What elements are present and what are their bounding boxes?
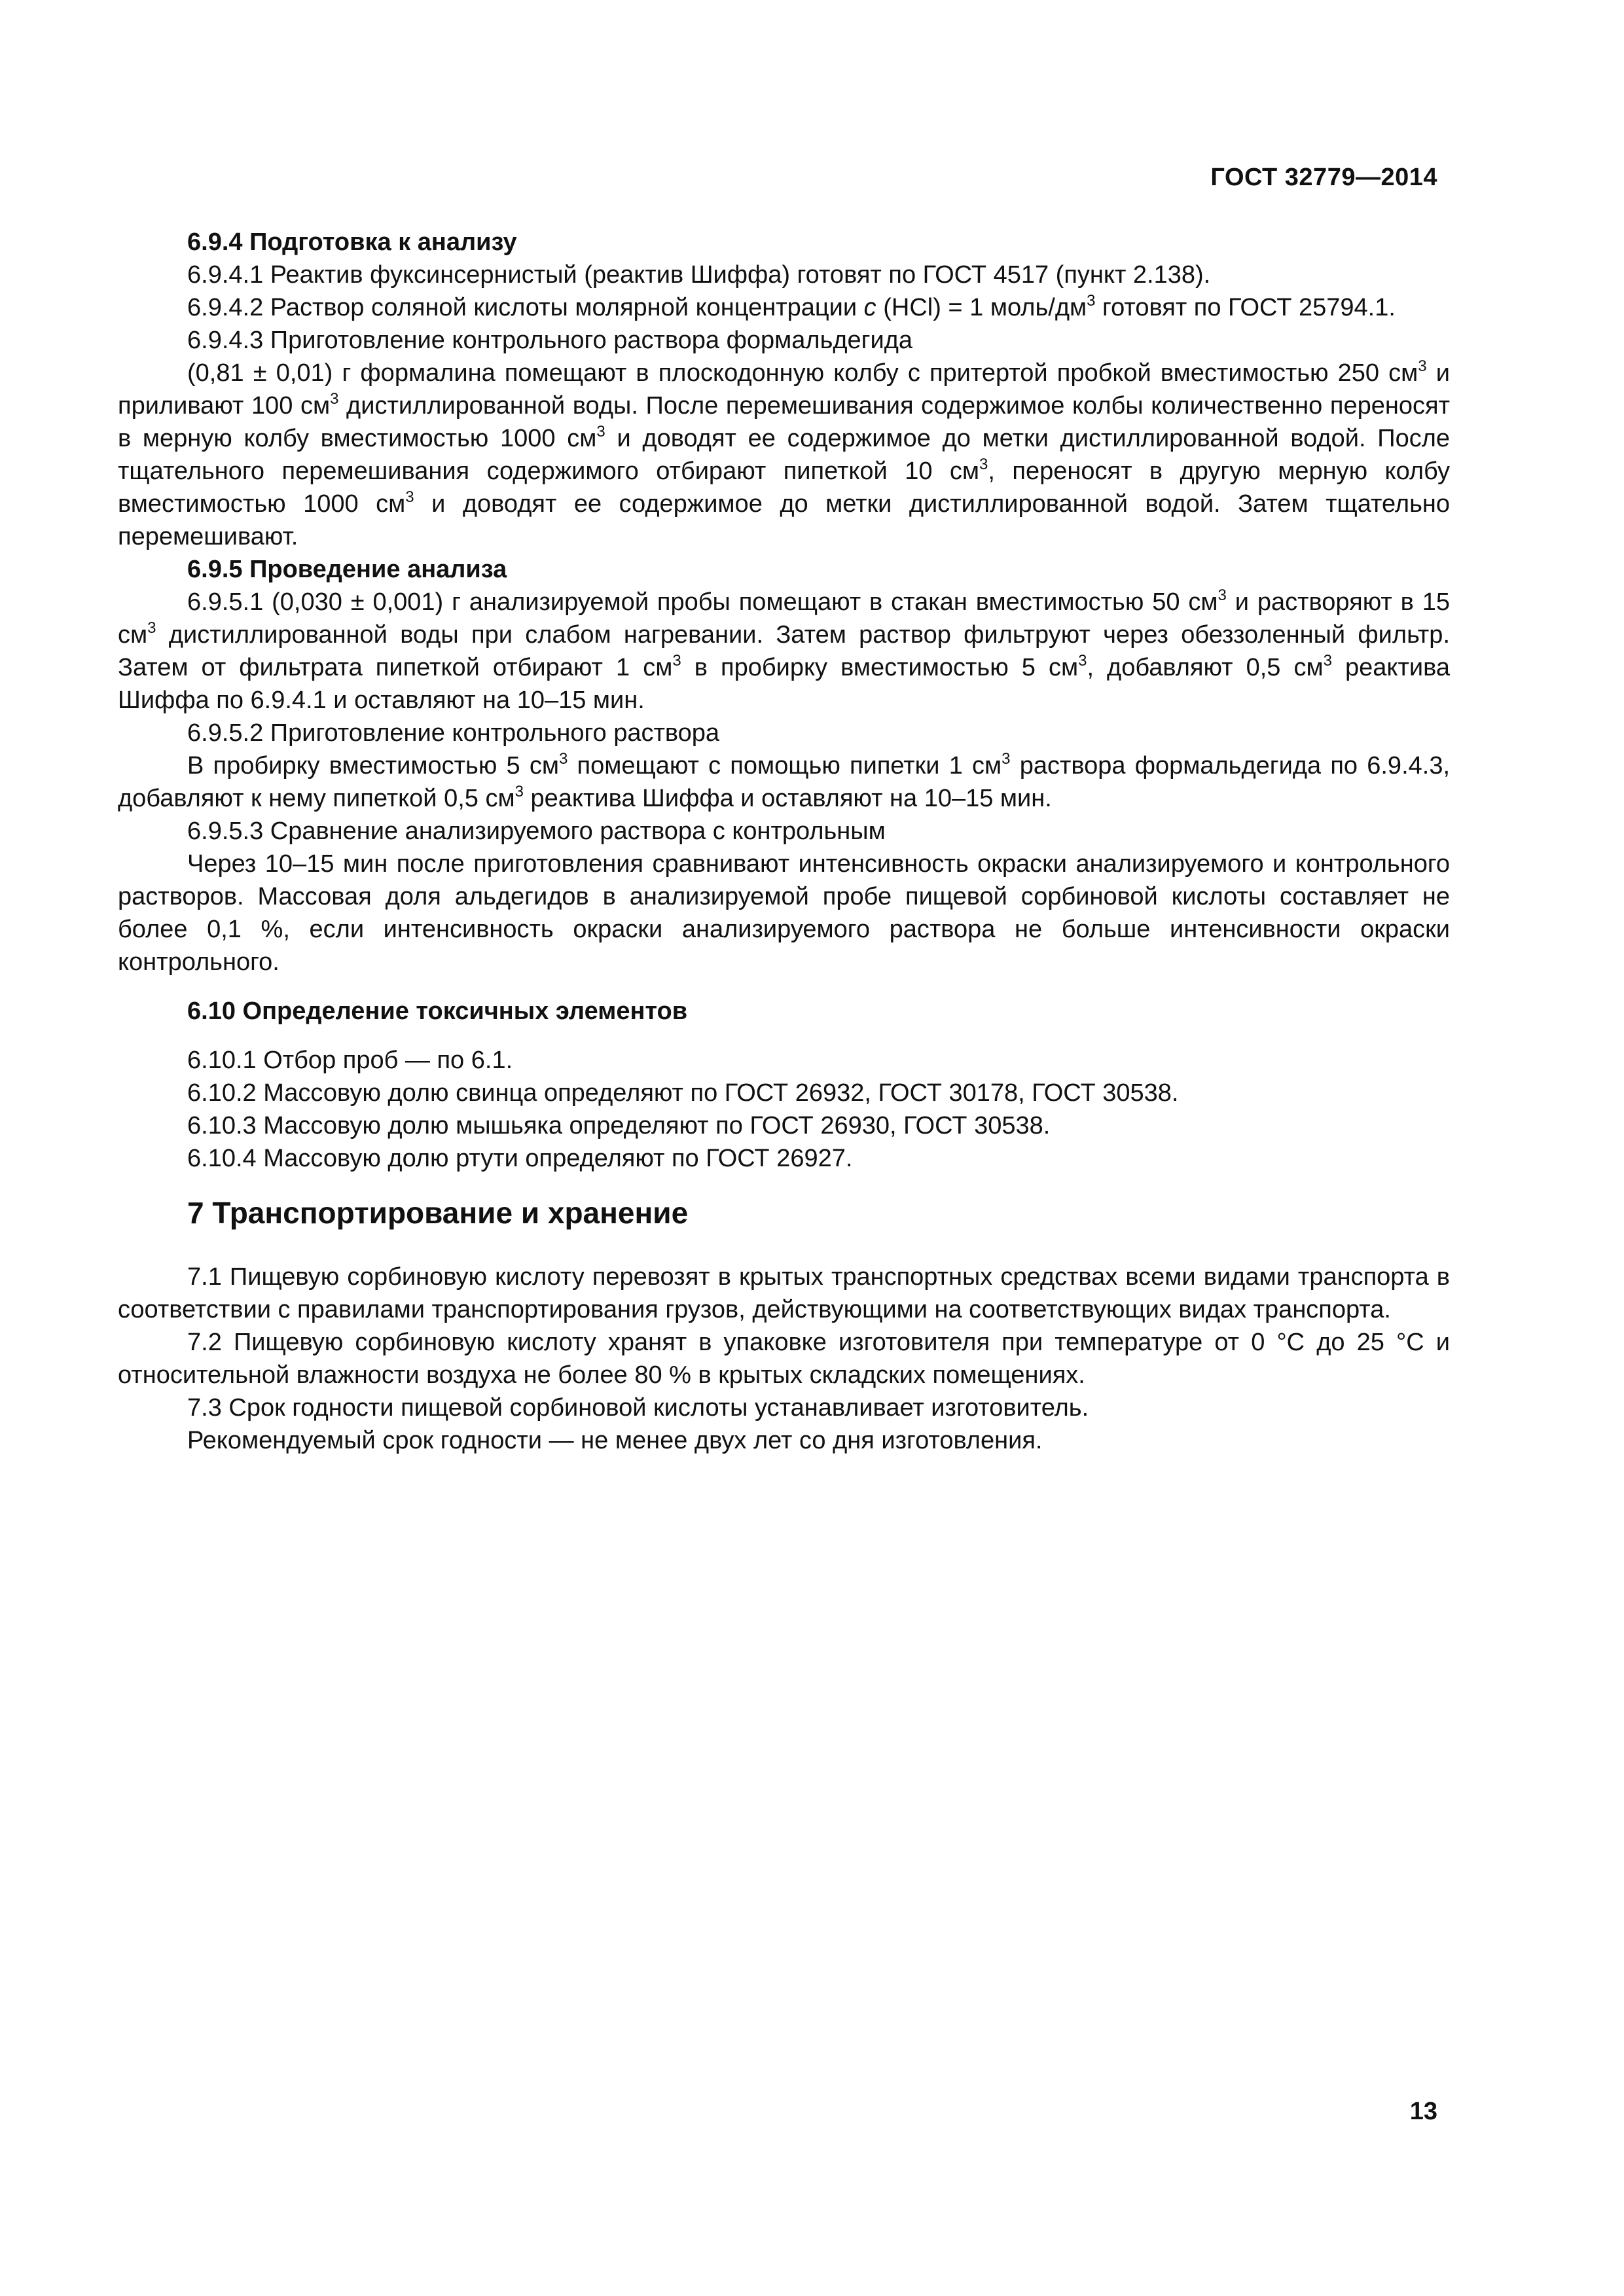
paragraph-7-2: 7.2 Пищевую сорбиновую кислоту хранят в упаковке изготовителя при температуре от 0 °С до 25 °С и относительной влажности воздуха не более 80 % в крытых складских помещениях. xyxy=(118,1329,1450,1389)
page-content xyxy=(118,226,1450,1457)
paragraph-6-9-5-2: 6.9.5.2 Приготовление контрольного раствора xyxy=(187,719,720,747)
section-6-9-5-heading: 6.9.5 Проведение анализа xyxy=(187,556,507,583)
paragraph-6-10-3: 6.10.3 Массовую долю мышьяка определяют по ГОСТ 26930, ГОСТ 30538. xyxy=(187,1112,1051,1139)
standard-header: ГОСТ 32779—2014 xyxy=(1210,164,1437,191)
section-7-heading: 7 Транспортирование и хранение xyxy=(187,1196,689,1230)
section-6-10-heading: 6.10 Определение токсичных элементов xyxy=(187,997,688,1025)
paragraph-6-9-5-3-body: Через 10–15 мин после приготовления сравнивают интенсивность окраски анализируемого и контрольного растворов. Массовая доля альдегидов в анализируемой пробе пищевой сорбиновой кислоты составляет не более 0,1 %, если интенсивность окраски анализируемого раствора не больше интенсивности окраски контрольного. xyxy=(118,850,1450,976)
paragraph-7-1: 7.1 Пищевую сорбиновую кислоту перевозят в крытых транспортных средствах всеми видами транспорта в соответствии с правилами транспортирования грузов, действующими на соответствующих видах транспорта. xyxy=(118,1263,1450,1323)
paragraph-6-10-1: 6.10.1 Отбор проб — по 6.1. xyxy=(187,1047,513,1074)
paragraph-6-9-4-3: 6.9.4.3 Приготовление контрольного раствора формальдегида xyxy=(187,327,913,354)
paragraph-6-9-5-1: 6.9.5.1 (0,030 ± 0,001) г анализируемой пробы помещают в стакан вместимостью 50 $см^3$ и растворяют в 15 $см^3$ дистиллированной воды при слабом нагревании. Затем раствор фильтруют через обеззоленный фильтр. Затем от фильтрата пипеткой отбирают 1 $см^3$ в пробирку вместимостью 5 $см^3$, добавляют 0,5 $см^3$ реактива Шиффа по 6.9.4.1 и оставляют на 10–15 мин. xyxy=(118,586,1450,714)
concentration-symbol: c xyxy=(863,294,876,321)
paragraph-7-3-note: Рекомендуемый срок годности — не менее двух лет со дня изготовления. xyxy=(187,1427,1043,1454)
paragraph-6-9-4-2: 6.9.4.2 Раствор соляной кислоты молярной концентрации c (HCl) = 1 моль/$дм^3$ готовят по ГОСТ 25794.1. xyxy=(187,292,1396,321)
section-6-9-4-heading: 6.9.4 Подготовка к анализу xyxy=(187,228,517,256)
paragraph-7-3: 7.3 Срок годности пищевой сорбиновой кислоты устанавливает изготовитель. xyxy=(187,1394,1089,1422)
paragraph-6-9-5-2-body: В пробирку вместимостью 5 $см^3$ помещают с помощью пипетки 1 $см^3$ раствора формальдегида по 6.9.4.3, добавляют к нему пипеткой 0,5 $см^3$ реактива Шиффа и оставляют на 10–15 мин. xyxy=(118,750,1451,812)
page-number: 13 xyxy=(1409,2098,1437,2125)
paragraph-6-10-4: 6.10.4 Массовую долю ртути определяют по ГОСТ 26927. xyxy=(187,1145,853,1172)
paragraph-6-9-4-3-body: (0,81 ± 0,01) г формалина помещают в плоскодонную колбу с притертой пробкой вместимостью 250 $см^3$ и приливают 100 $см^3$ дистиллированной воды. После перемешивания содержимое колбы количественно переносят в мерную колбу вместимостью 1000 $см^3$ и доводят ее содержимое до метки дистиллированной водой. После тщательного перемешивания содержимого отбирают пипеткой 10 $см^3$, переносят в другую мерную колбу вместимостью 1000 $см^3$ и доводят ее содержимое до метки дистиллированной водой. Затем тщательно перемешивают. xyxy=(118,357,1451,550)
paragraph-6-9-5-3: 6.9.5.3 Сравнение анализируемого раствора с контрольным xyxy=(187,817,886,845)
paragraph-6-9-4-1: 6.9.4.1 Реактив фуксинсернистый (реактив Шиффа) готовят по ГОСТ 4517 (пункт 2.138). xyxy=(187,261,1211,289)
paragraph-6-10-2: 6.10.2 Массовую долю свинца определяют по ГОСТ 26932, ГОСТ 30178, ГОСТ 30538. xyxy=(187,1079,1179,1107)
